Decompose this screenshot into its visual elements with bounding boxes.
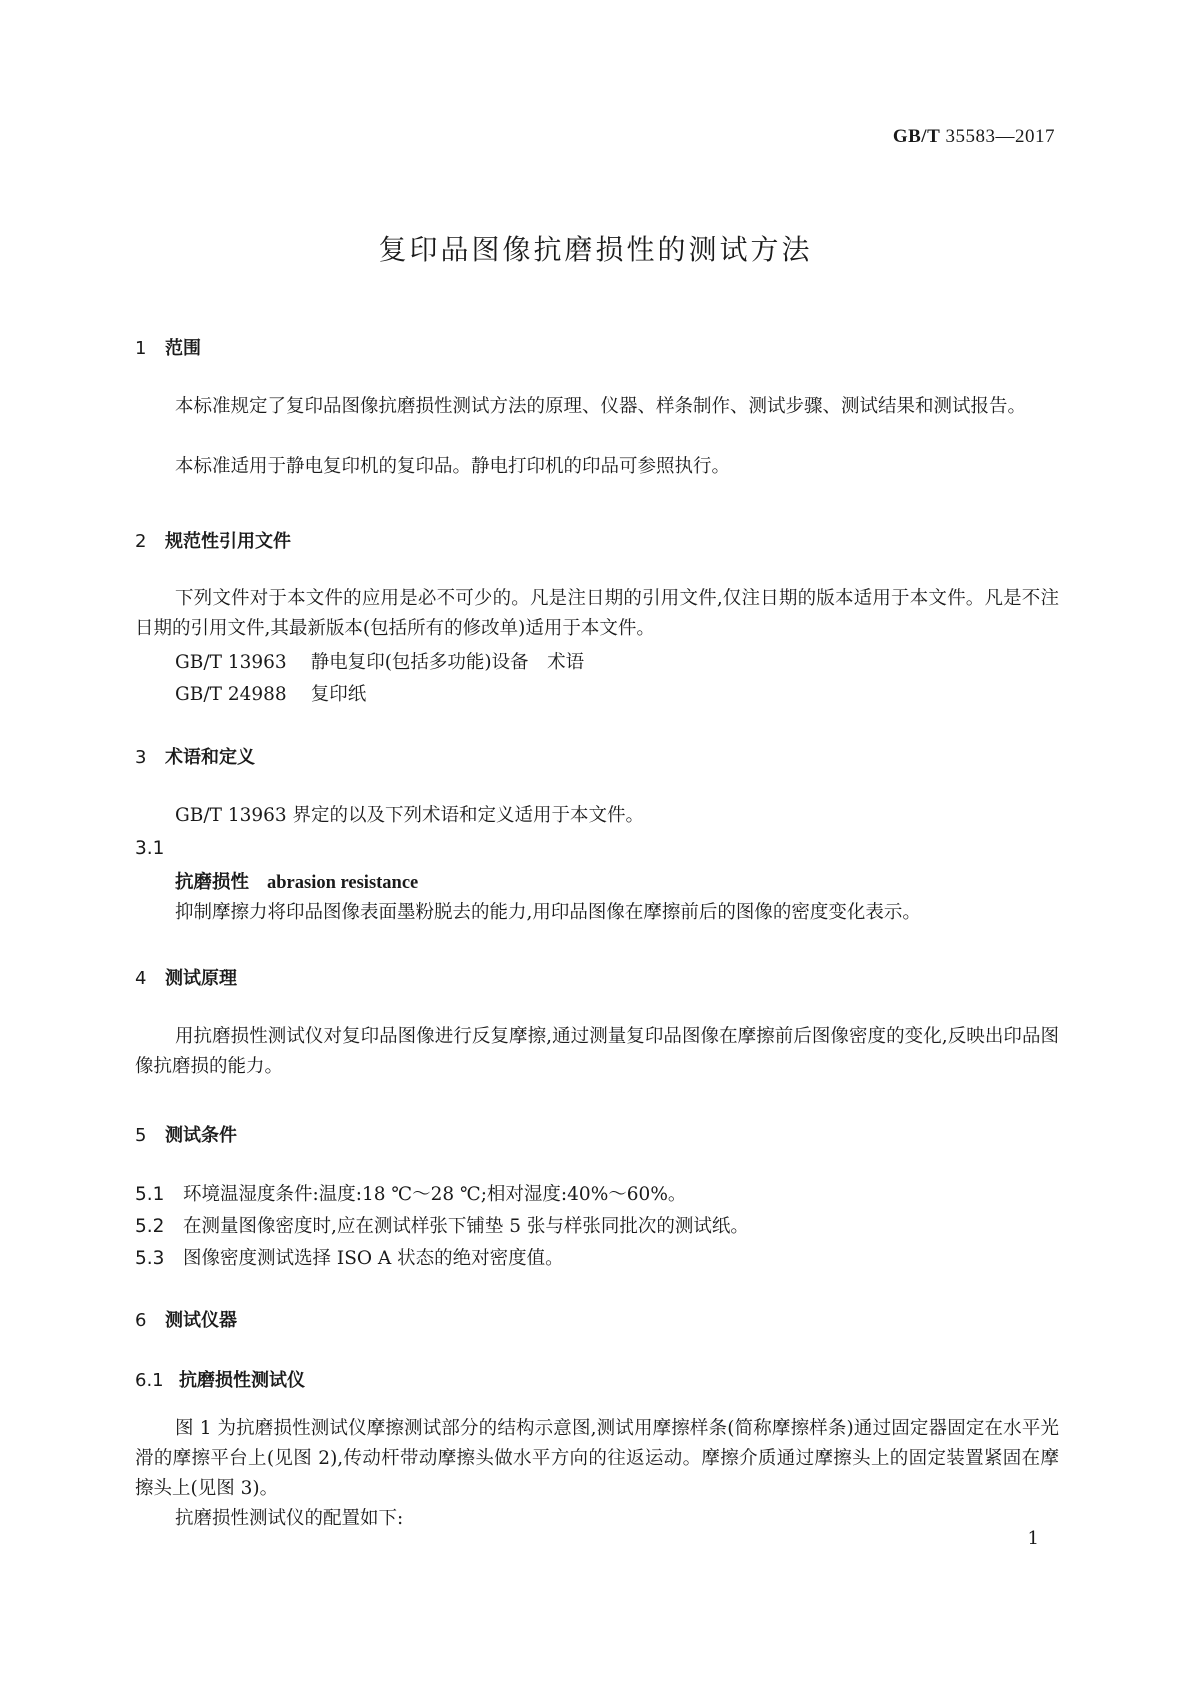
list-item: 5.3 图像密度测试选择 ISO A 状态的绝对密度值。: [135, 1248, 564, 1269]
term-definition: 抑制摩擦力将印品图像表面墨粉脱去的能力,用印品图像在摩擦前后的图像的密度变化表示。: [175, 902, 921, 923]
document-title: 复印品图像抗磨损性的测试方法: [378, 233, 813, 266]
term-number: 3.1: [135, 838, 165, 859]
section-4-paragraph-1: 用抗磨损性测试仪对复印品图像进行反复摩擦,通过测量复印品图像在摩擦前后图像密度的变化,反映出印品图像抗磨损的能力。: [135, 1026, 1059, 1077]
section-2-paragraph-1: 下列文件对于本文件的应用是必不可少的。凡是注日期的引用文件,仅注日期的版本适用于本文件。凡是不注日期的引用文件,其最新版本(包括所有的修改单)适用于本文件。: [135, 588, 1059, 639]
list-item: 5.1 环境温湿度条件:温度:18 ℃～28 ℃;相对湿度:40%～60%。: [135, 1184, 687, 1205]
section-1-paragraph-2: 本标准适用于静电复印机的复印品。静电打印机的印品可参照执行。: [175, 456, 731, 477]
section-6-heading: 6 测试仪器: [135, 1310, 237, 1331]
normative-reference: GB/T 24988 复印纸: [175, 684, 367, 705]
subsection-6-1-heading: 6.1 抗磨损性测试仪: [135, 1370, 305, 1391]
section-1-heading: 1 范围: [135, 338, 201, 359]
section-5-heading: 5 测试条件: [135, 1125, 237, 1146]
section-4-heading: 4 测试原理: [135, 968, 237, 989]
section-3-paragraph-1: GB/T 13963 界定的以及下列术语和定义适用于本文件。: [175, 805, 645, 826]
page-number: 1: [1027, 1528, 1039, 1549]
normative-reference: GB/T 13963 静电复印(包括多功能)设备 术语: [175, 652, 585, 673]
section-2-heading: 2 规范性引用文件: [135, 531, 291, 552]
section-6-paragraph-2: 抗磨损性测试仪的配置如下:: [175, 1508, 404, 1529]
term-entry: 抗磨损性 abrasion resistance: [175, 872, 419, 893]
section-3-heading: 3 术语和定义: [135, 747, 255, 768]
list-item: 5.2 在测量图像密度时,应在测试样张下铺垫 5 张与样张同批次的测试纸。: [135, 1216, 749, 1237]
section-1-paragraph-1: 本标准规定了复印品图像抗磨损性测试方法的原理、仪器、样条制作、测试步骤、测试结果和测试报告。: [175, 396, 1027, 417]
section-6-paragraph-1: 图 1 为抗磨损性测试仪摩擦测试部分的结构示意图,测试用摩擦样条(简称摩擦样条)通过固定器固定在水平光滑的摩擦平台上(见图 2),传动杆带动摩擦头做水平方向的往返运动。摩擦介质通过摩擦头上的固定装置紧固在摩擦头上(见图 3)。: [135, 1418, 1059, 1499]
standard-number: GB/T 35583—2017: [892, 126, 1055, 147]
